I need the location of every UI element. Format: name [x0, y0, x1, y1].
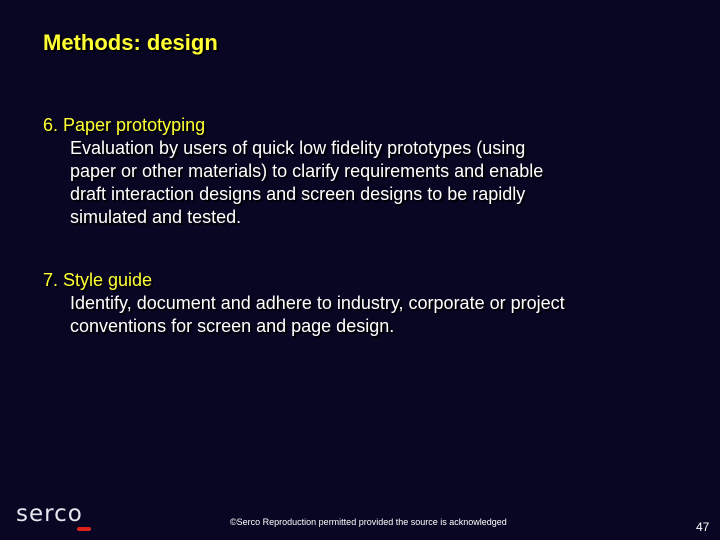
logo-accent-mark: [77, 527, 91, 531]
section-heading: 7. Style guide: [43, 270, 153, 290]
body-line: conventions for screen and page design.: [70, 316, 395, 336]
body-line: paper or other materials) to clarify requirements and enable: [70, 161, 544, 181]
section-paper-prototyping: [43, 113, 693, 229]
logo-text: serco: [16, 501, 83, 527]
section-body: [70, 137, 693, 229]
footer-copyright: ©Serco Reproduction permitted provided the source is acknowledged: [230, 517, 507, 527]
body-line: simulated and tested.: [70, 207, 242, 227]
body-line: Identify, document and adhere to industry, corporate or project: [70, 293, 565, 313]
serco-logo: [16, 500, 100, 536]
slide-title: Methods: design: [43, 30, 218, 55]
section-style-guide: [43, 268, 693, 338]
section-heading: 6. Paper prototyping: [43, 115, 206, 135]
body-line: Evaluation by users of quick low fidelity prototypes (using: [70, 138, 526, 158]
body-line: draft interaction designs and screen designs to be rapidly: [70, 184, 526, 204]
page-number: 47: [696, 520, 710, 534]
section-body: [70, 292, 693, 338]
